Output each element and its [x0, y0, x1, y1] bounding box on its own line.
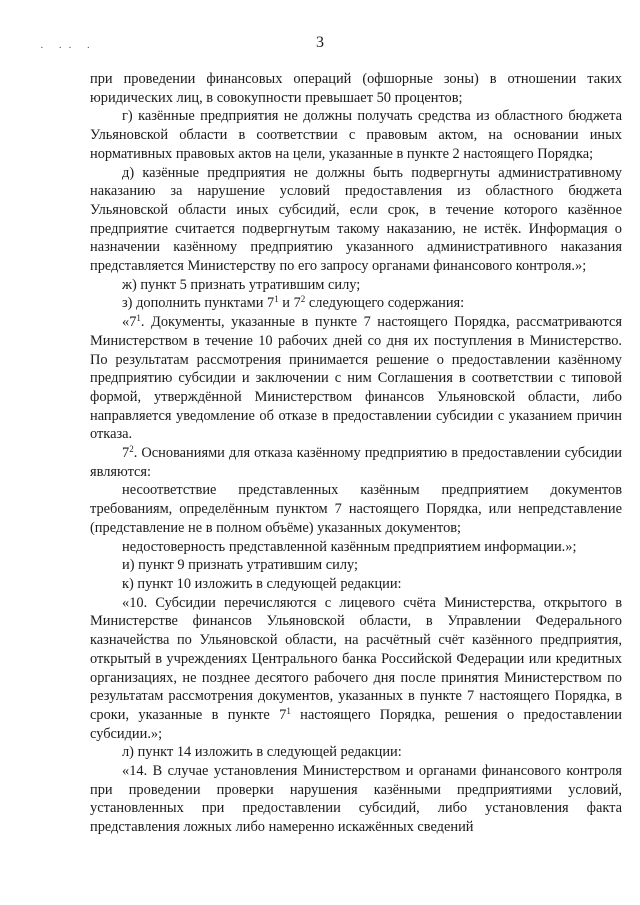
paragraph-refusal-reason-1: несоответствие представленных казённым предприятием документов требованиям, определённым пунктом 7 настоящего Порядка, или непредставление (представление не в полном объёме) указанных документов; — [90, 482, 622, 536]
paragraph-item-zh: ж) пункт 5 признать утратившим силу; — [122, 276, 361, 293]
paragraph-clause-10: «10. Субсидии перечисляются с лицевого счёта Министерства, открытого в Министерстве финансов Ульяновской области, в Управлении Федерального казначейства по Ульяновской области, на расчётный счёт казённого предприятия, открытый в учреждениях Центрального банка Российской Федерации или кредитных организациях, не позднее десятого рабочего дня после принятия Министерством по результатам рассмотрения документов, указанных в пункте 7 настоящего Порядка, в сроки, указанные в пункте $7^1$ настоящего Порядка, решения о предоставлении субсидии.»; — [90, 594, 622, 742]
document-body — [90, 70, 622, 837]
paragraph-item-i: и) пункт 9 признать утратившим силу; — [122, 557, 359, 574]
paragraph-clause-7-2: $7^2$. Основаниями для отказа казённому предприятию в предоставлении субсидии являются: — [90, 444, 622, 480]
paragraph-item-z: з) дополнить пунктами $7^1$ и $7^2$ следующего содержания: — [122, 294, 465, 312]
page-number: 3 — [316, 34, 324, 51]
paragraph-clause-14: «14. В случае установления Министерством и органами финансового контроля при проведении проверки нарушения казёнными предприятиями условий, установленных при предоставлении субсидий, либо установления факта представления ложных либо намеренно искажённых сведений — [90, 763, 622, 836]
paragraph-item-k: к) пункт 10 изложить в следующей редакции: — [122, 575, 402, 592]
paragraph-item-l: л) пункт 14 изложить в следующей редакции: — [122, 744, 402, 761]
paragraph-offshore-continued: при проведении финансовых операций (офшорные зоны) в отношении таких юридических лиц, в совокупности превышает 50 процентов; — [90, 71, 622, 106]
paragraph-item-g: г) казённые предприятия не должны получать средства из областного бюджета Ульяновской области в соответствии с правовым актом, на основании иных нормативных правовых актов на цели, указанные в пункте 2 настоящего Порядка; — [90, 108, 622, 162]
scan-marks: · ·· · — [40, 42, 97, 54]
paragraph-clause-7-1: «$7^1$. Документы, указанные в пункте 7 настоящего Порядка, рассматриваются Министерством в течение 10 рабочих дней со дня их поступления в Министерство. По результатам рассмотрения принимается решение о предоставлении казённому предприятию субсидии и заключении с ним Соглашения в соответствии с типовой формой, утверждённой Министерством финансов Ульяновской области, либо направляется уведомление об отказе в предоставлении субсидии с указанием причин отказа. — [90, 313, 622, 443]
paragraph-refusal-reason-2: недостоверность представленной казённым предприятием информации.»; — [122, 538, 577, 555]
paragraph-item-d: д) казённые предприятия не должны быть подвергнуты административному наказанию за нарушение условий предоставления из областного бюджета Ульяновской области иных субсидий, если срок, в течение которого казённое предприятие считается подвергнутым такому наказанию, не истёк. Информация о назначении казённому предприятию указанного административного наказания представляется Министерству по его запросу органами финансового контроля.»; — [90, 164, 622, 275]
